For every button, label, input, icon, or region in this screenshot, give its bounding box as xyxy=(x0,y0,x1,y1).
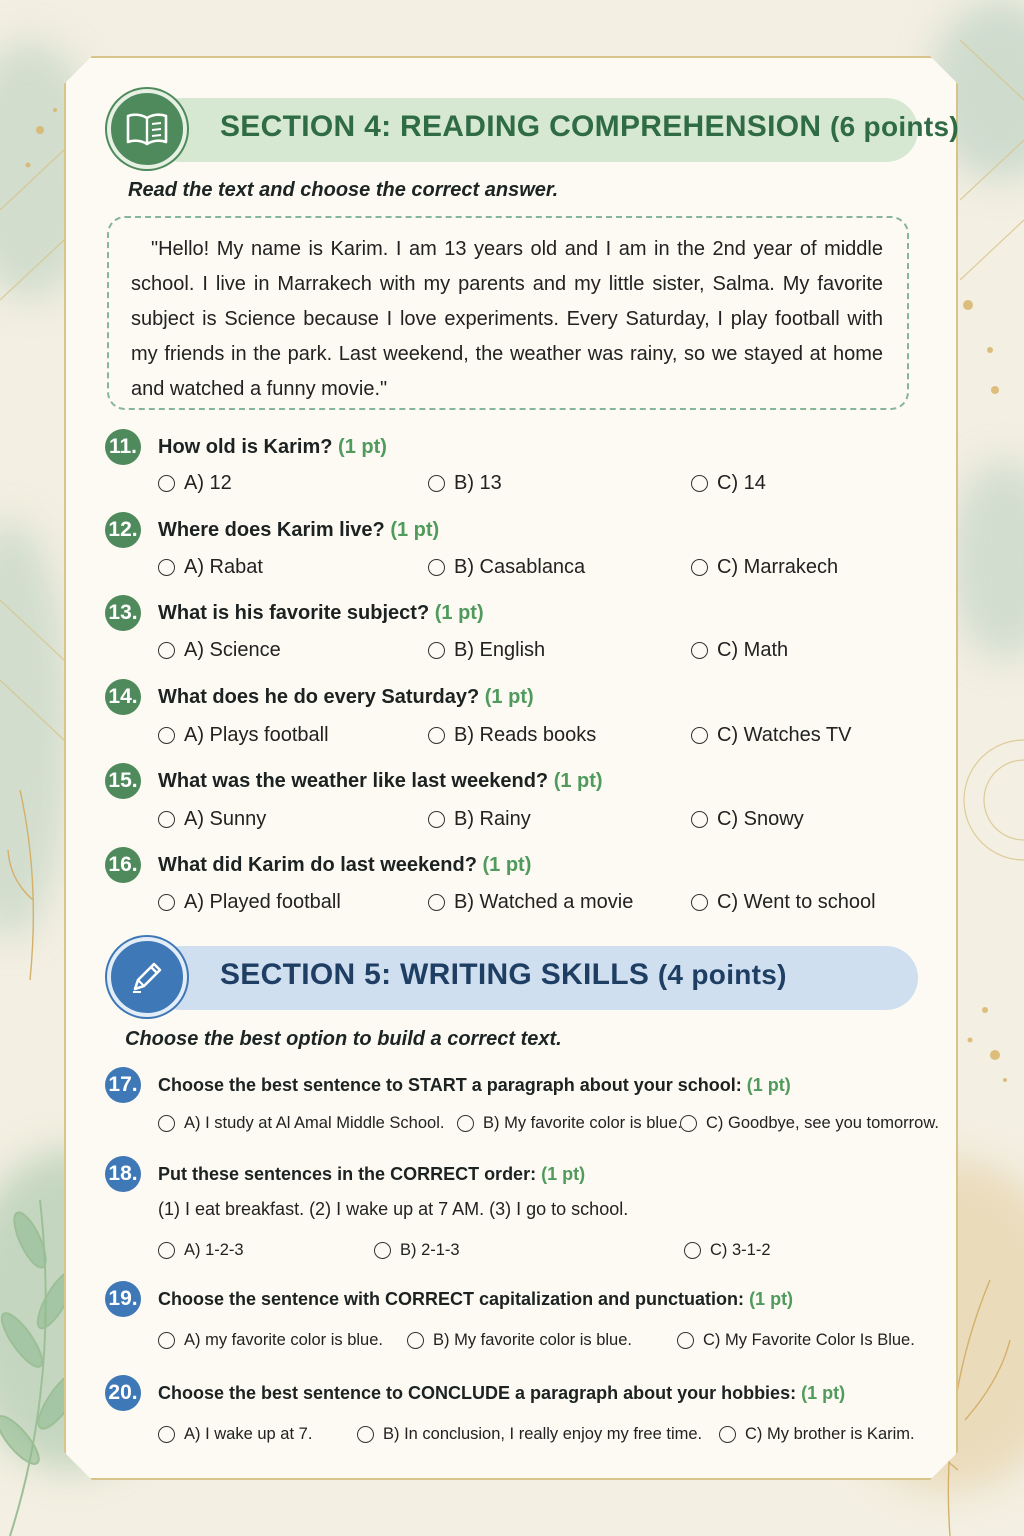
question-points: (1 pt) xyxy=(338,436,387,458)
radio-circle-icon[interactable] xyxy=(158,811,175,828)
radio-circle-icon[interactable] xyxy=(457,1115,474,1132)
radio-circle-icon[interactable] xyxy=(158,894,175,911)
radio-circle-icon[interactable] xyxy=(691,811,708,828)
radio-circle-icon[interactable] xyxy=(428,475,445,492)
radio-circle-icon[interactable] xyxy=(428,894,445,911)
section5-title xyxy=(220,958,787,992)
option-b[interactable] xyxy=(428,639,545,662)
question-text xyxy=(158,1289,793,1310)
option-label: A) 1-2-3 xyxy=(184,1241,244,1259)
section5-title-text: SECTION 5: WRITING SKILLS xyxy=(220,958,650,991)
question-prompt: What does he do every Saturday? xyxy=(158,686,480,708)
sentence-sequence: (1) I eat breakfast. (2) I wake up at 7 AM. (3) I go to school. xyxy=(158,1199,629,1219)
option-label: A) 12 xyxy=(184,472,232,494)
radio-circle-icon[interactable] xyxy=(158,475,175,492)
section5-badge xyxy=(107,937,187,1017)
option-b[interactable] xyxy=(428,472,502,495)
option-c[interactable] xyxy=(691,556,838,579)
question-number: 19. xyxy=(105,1281,141,1317)
option-c[interactable] xyxy=(691,639,788,662)
radio-circle-icon[interactable] xyxy=(691,559,708,576)
option-c[interactable] xyxy=(691,891,876,914)
option-b[interactable] xyxy=(374,1241,460,1260)
radio-circle-icon[interactable] xyxy=(691,894,708,911)
radio-circle-icon[interactable] xyxy=(677,1332,694,1349)
question-number: 17. xyxy=(105,1067,141,1103)
radio-circle-icon[interactable] xyxy=(158,1242,175,1259)
section5-instruction: Choose the best option to build a correct text. xyxy=(125,1028,562,1050)
question-points: (1 pt) xyxy=(553,770,603,792)
option-label: C) Went to school xyxy=(717,891,876,913)
option-c[interactable] xyxy=(680,1114,939,1133)
radio-circle-icon[interactable] xyxy=(428,559,445,576)
option-label: A) my favorite color is blue. xyxy=(184,1331,383,1349)
radio-circle-icon[interactable] xyxy=(691,475,708,492)
option-c[interactable] xyxy=(691,724,851,747)
option-b[interactable] xyxy=(428,724,596,747)
option-label: B) Rainy xyxy=(454,808,531,830)
section4-instruction: Read the text and choose the correct answer. xyxy=(128,179,559,201)
open-book-icon xyxy=(125,112,169,146)
option-label: B) In conclusion, I really enjoy my free time. xyxy=(383,1425,703,1443)
option-label: A) Sunny xyxy=(184,808,267,830)
option-label: A) Science xyxy=(184,639,281,661)
question-prompt: Choose the best sentence to START a paragraph about your school: xyxy=(158,1075,742,1095)
option-label: B) My favorite color is blue. xyxy=(483,1114,682,1132)
question-points: (1 pt) xyxy=(434,602,484,624)
option-a[interactable] xyxy=(158,1425,312,1444)
option-label: C) My Favorite Color Is Blue. xyxy=(703,1331,915,1349)
radio-circle-icon[interactable] xyxy=(691,642,708,659)
question-number: 13. xyxy=(105,595,141,631)
option-c[interactable] xyxy=(684,1241,771,1260)
option-a[interactable] xyxy=(158,808,266,831)
option-c[interactable] xyxy=(691,808,804,831)
question-prompt: How old is Karim? xyxy=(158,436,333,458)
radio-circle-icon[interactable] xyxy=(158,1115,175,1132)
option-b[interactable] xyxy=(428,808,531,831)
radio-circle-icon[interactable] xyxy=(691,727,708,744)
option-label: A) I wake up at 7. xyxy=(184,1425,313,1443)
radio-circle-icon[interactable] xyxy=(684,1242,701,1259)
radio-circle-icon[interactable] xyxy=(428,811,445,828)
question-number: 14. xyxy=(105,679,141,715)
question-prompt: What was the weather like last weekend? xyxy=(158,770,549,792)
reading-passage: "Hello! My name is Karim. I am 13 years old and I am in the 2nd year of middle school. I live in Marrakech with my parents and my little sister, Salma. My favorite subject is Science because I love experiments. Every Saturday, I play football with my friends in the park. Last weekend, the weather was rainy, so we stayed at home and watched a funny movie." xyxy=(107,216,909,410)
option-a[interactable] xyxy=(158,891,341,914)
option-label: C) Marrakech xyxy=(717,556,839,578)
option-label: A) I study at Al Amal Middle School. xyxy=(184,1114,445,1132)
option-label: B) Watched a movie xyxy=(454,891,634,913)
question-points: (1 pt) xyxy=(484,686,534,708)
question-text xyxy=(158,519,439,542)
question-text xyxy=(158,854,531,877)
radio-circle-icon[interactable] xyxy=(158,642,175,659)
option-c[interactable] xyxy=(719,1425,915,1444)
question-prompt: Where does Karim live? xyxy=(158,519,385,541)
question-number: 18. xyxy=(105,1156,141,1192)
question-number: 12. xyxy=(105,512,141,548)
question-number: 20. xyxy=(105,1375,141,1411)
radio-circle-icon[interactable] xyxy=(374,1242,391,1259)
radio-circle-icon[interactable] xyxy=(158,559,175,576)
question-number: 15. xyxy=(105,763,141,799)
option-label: B) Casablanca xyxy=(454,556,586,578)
option-a[interactable] xyxy=(158,1114,444,1133)
question-text xyxy=(158,1164,585,1185)
option-label: B) Reads books xyxy=(454,724,597,746)
option-b[interactable] xyxy=(428,556,585,579)
question-points: (1 pt) xyxy=(482,854,532,876)
radio-circle-icon[interactable] xyxy=(158,727,175,744)
option-b[interactable] xyxy=(457,1114,682,1133)
question-text xyxy=(158,436,387,459)
question-text xyxy=(158,602,484,625)
radio-circle-icon[interactable] xyxy=(407,1332,424,1349)
question-text xyxy=(158,770,603,793)
question-points: (1 pt) xyxy=(390,519,440,541)
option-label: C) My brother is Karim. xyxy=(745,1425,915,1443)
option-a[interactable] xyxy=(158,724,329,747)
option-label: B) English xyxy=(454,639,546,661)
section4-points: (6 points) xyxy=(829,111,959,142)
radio-circle-icon[interactable] xyxy=(158,1332,175,1349)
radio-circle-icon[interactable] xyxy=(357,1426,374,1443)
question-prompt: What is his favorite subject? xyxy=(158,602,430,624)
question-number: 16. xyxy=(105,847,141,883)
pencil-icon xyxy=(127,957,167,997)
question-text xyxy=(158,686,534,709)
option-label: B) 2-1-3 xyxy=(400,1241,460,1259)
option-c[interactable] xyxy=(691,472,766,495)
radio-circle-icon[interactable] xyxy=(428,727,445,744)
option-label: C) 14 xyxy=(717,472,766,494)
option-a[interactable] xyxy=(158,556,263,579)
option-label: B) 13 xyxy=(454,472,502,494)
option-label: C) 3-1-2 xyxy=(710,1241,771,1259)
question-prompt: Choose the sentence with CORRECT capitalization and punctuation: xyxy=(158,1289,745,1309)
question-points: (1 pt) xyxy=(541,1164,586,1184)
question-number: 11. xyxy=(105,429,141,465)
radio-circle-icon[interactable] xyxy=(428,642,445,659)
option-a[interactable] xyxy=(158,1241,244,1260)
question-points: (1 pt) xyxy=(746,1075,791,1095)
option-label: A) Played football xyxy=(184,891,341,913)
question-text xyxy=(158,1383,845,1404)
question-text xyxy=(158,1075,791,1096)
option-label: C) Goodbye, see you tomorrow. xyxy=(706,1114,939,1132)
option-label: A) Plays football xyxy=(184,724,329,746)
question-prompt: Choose the best sentence to CONCLUDE a paragraph about your hobbies: xyxy=(158,1383,797,1403)
question-prompt: What did Karim do last weekend? xyxy=(158,854,477,876)
section4-title xyxy=(220,110,959,144)
radio-circle-icon[interactable] xyxy=(719,1426,736,1443)
question-prompt: Put these sentences in the CORRECT order: xyxy=(158,1164,537,1184)
question-points: (1 pt) xyxy=(801,1383,846,1403)
section5-points: (4 points) xyxy=(657,959,787,990)
option-label: C) Math xyxy=(717,639,789,661)
option-label: A) Rabat xyxy=(184,556,263,578)
section4-title-text: SECTION 4: READING COMPREHENSION xyxy=(220,110,822,143)
option-b[interactable] xyxy=(428,891,633,914)
option-b[interactable] xyxy=(407,1331,632,1350)
radio-circle-icon[interactable] xyxy=(158,1426,175,1443)
option-a[interactable] xyxy=(158,639,281,662)
option-label: C) Snowy xyxy=(717,808,804,830)
option-b[interactable] xyxy=(357,1425,702,1444)
option-label: B) My favorite color is blue. xyxy=(433,1331,632,1349)
option-c[interactable] xyxy=(677,1331,915,1350)
option-label: C) Watches TV xyxy=(717,724,852,746)
radio-circle-icon[interactable] xyxy=(680,1115,697,1132)
question-points: (1 pt) xyxy=(749,1289,794,1309)
section4-badge xyxy=(107,89,187,169)
option-a[interactable] xyxy=(158,1331,383,1350)
option-a[interactable] xyxy=(158,472,232,495)
